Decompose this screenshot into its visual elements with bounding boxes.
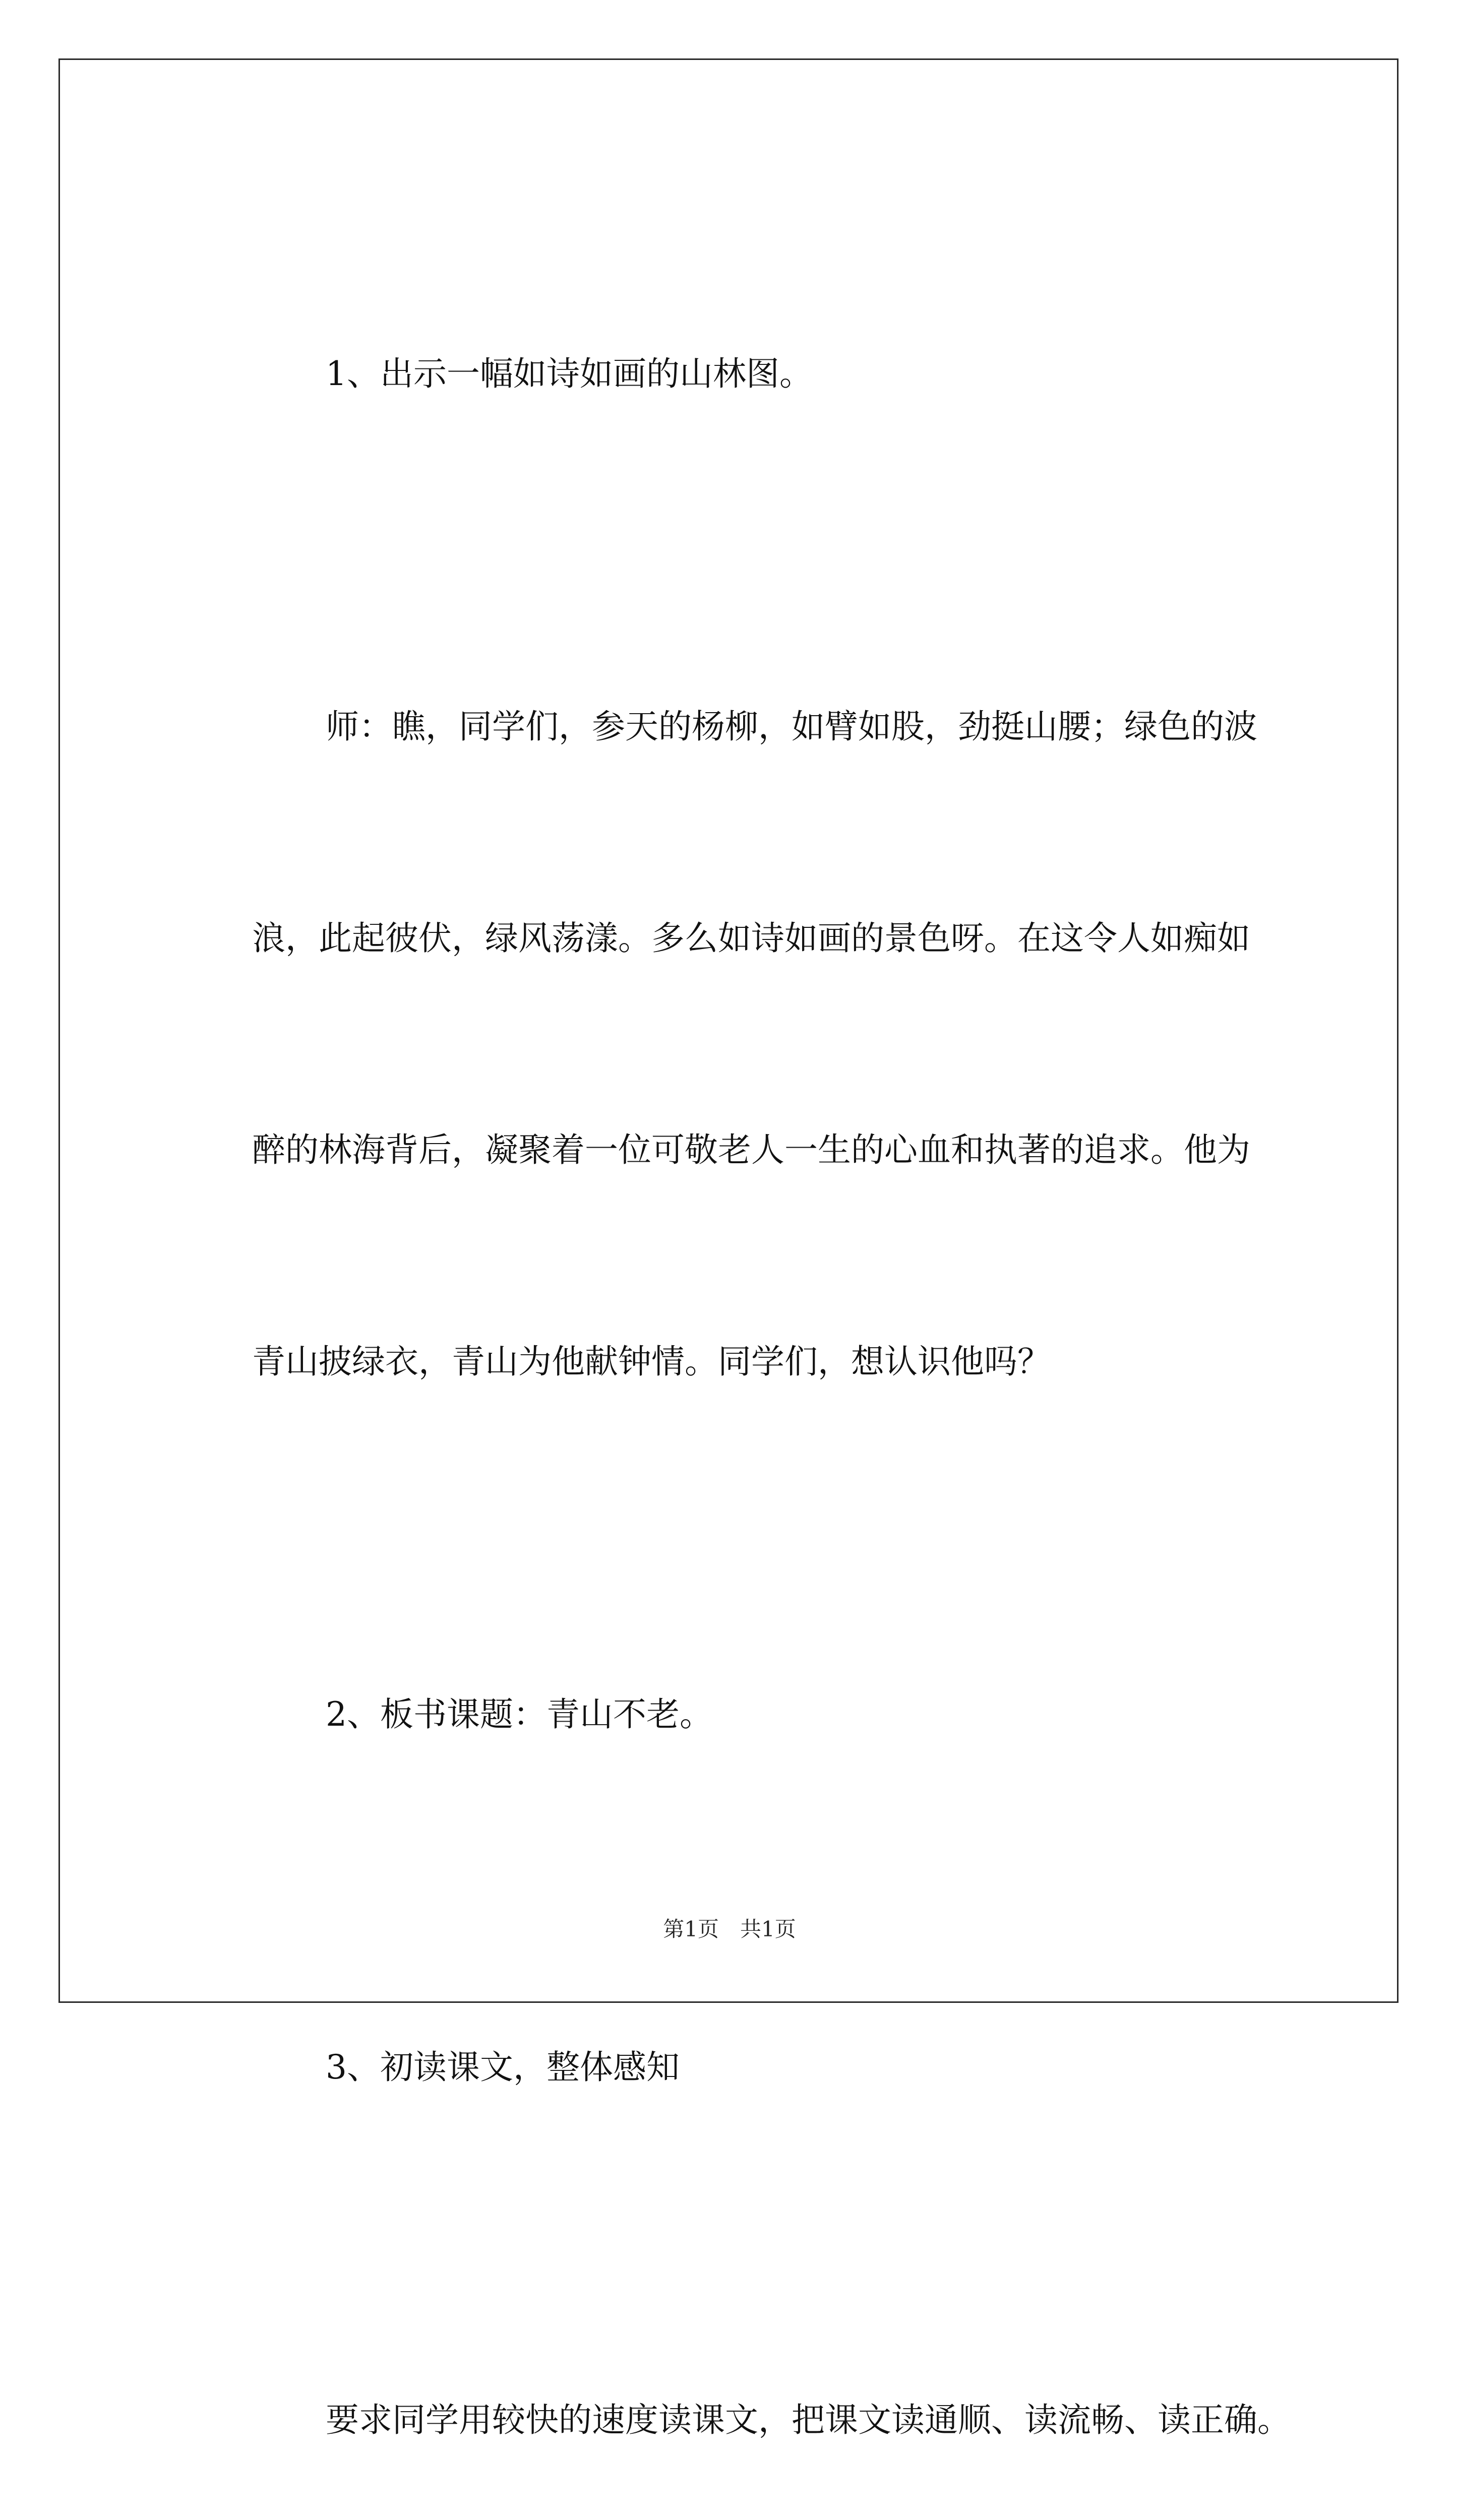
text-line: 师：瞧，同学们，参天的杨柳，如臂如股，劲挺山腰；绿色的波 [326,707,1257,746]
paragraph-1 [178,198,1338,550]
text-line: 3、初读课文，整体感知 [326,2048,680,2087]
paragraph-3 [178,1538,1338,1891]
text-line: 浪，此起彼伏，绿风荡漾。多么如诗如画的景色呀。在这令人如痴如 [252,919,1250,958]
paragraph-5 [178,2244,1338,2520]
text-line: 1、出示一幅如诗如画的山林图。 [326,354,813,393]
paragraph-2 [178,550,1338,1538]
text-line: 2、板书课题：青山不老。 [326,1695,713,1734]
text-line: 醉的林海背后，凝聚着一位可敬老人一生的心血和执著的追求。他为 [252,1130,1250,1169]
text-line: 青山披绿衣，青山为他献钟情。同学们，想认识他吗？ [252,1342,1051,1381]
text-line: 要求同学用较快的速度读课文，把课文读通顺、读流畅、读正确。 [326,2401,1291,2439]
document-body [178,198,1338,2520]
page-footer: 第1页 共1页 [663,1917,796,1941]
